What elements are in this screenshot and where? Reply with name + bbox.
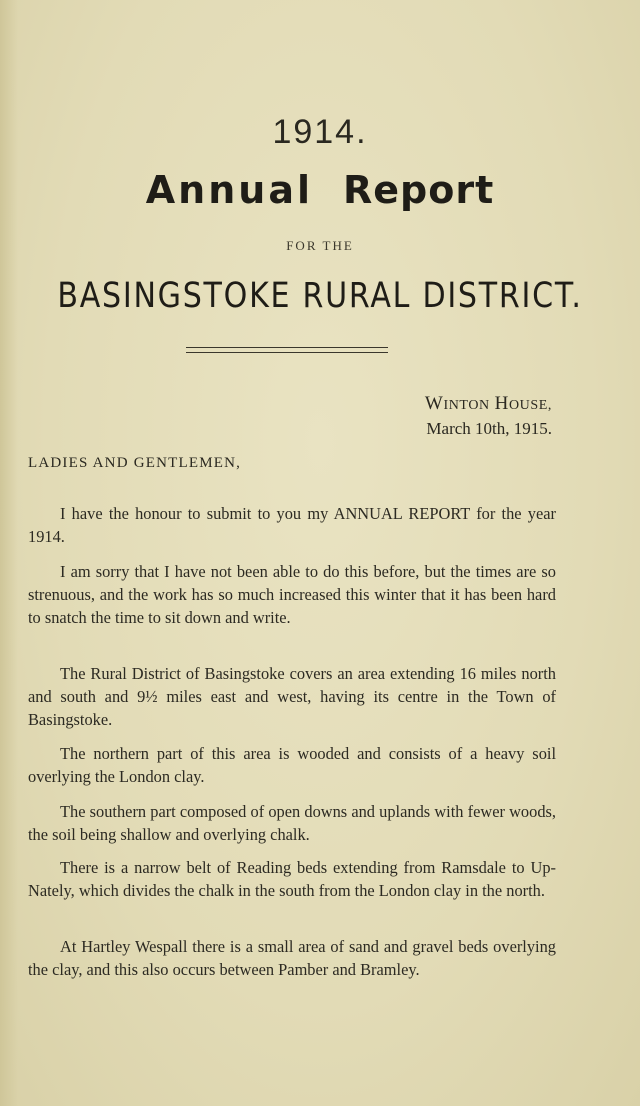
paragraph: I am sorry that I have not been able to do this before, but the times are so strenuous, and the work has so much increased this winter that it has been hard to snatch the time to sit down and write. <box>28 562 556 628</box>
for-the-label: FOR THE <box>286 238 354 253</box>
title-word-annual: Annual <box>145 168 313 212</box>
address-date: March 10th, 1915. <box>426 419 552 438</box>
paragraph: At Hartley Wespall there is a small area of sand and gravel beds overlying the clay, and this also occurs between Pamber and Bramley. <box>28 937 556 980</box>
page-edge-shadow <box>0 0 18 1106</box>
double-rule-top <box>186 347 388 348</box>
double-rule-bottom <box>186 352 388 353</box>
address-house: WINTON HOUSE, <box>424 393 552 414</box>
report-title <box>0 168 640 212</box>
title-word-report: Report <box>343 168 495 212</box>
salutation: LADIES AND GENTLEMEN, <box>28 455 242 471</box>
paragraph: The southern part composed of open downs and uplands with fewer woods, the soil being shallow and overlying chalk. <box>28 802 556 845</box>
district-name: BASINGSTOKE RURAL DISTRICT. <box>57 276 583 316</box>
paragraph: I have the honour to submit to you my ANNUAL REPORT for the year 1914. <box>28 504 556 547</box>
paragraph: There is a narrow belt of Reading beds extending from Ramsdale to Up-Nately, which divides the chalk in the south from the London clay in the north. <box>28 858 556 901</box>
report-year: 1914. <box>272 113 368 151</box>
paragraph: The Rural District of Basingstoke covers an area extending 16 miles north and south and 9½ miles east and west, having its centre in the Town of Basingstoke. <box>28 664 556 730</box>
paragraph: The northern part of this area is wooded and consists of a heavy soil overlying the London clay. <box>28 744 556 787</box>
